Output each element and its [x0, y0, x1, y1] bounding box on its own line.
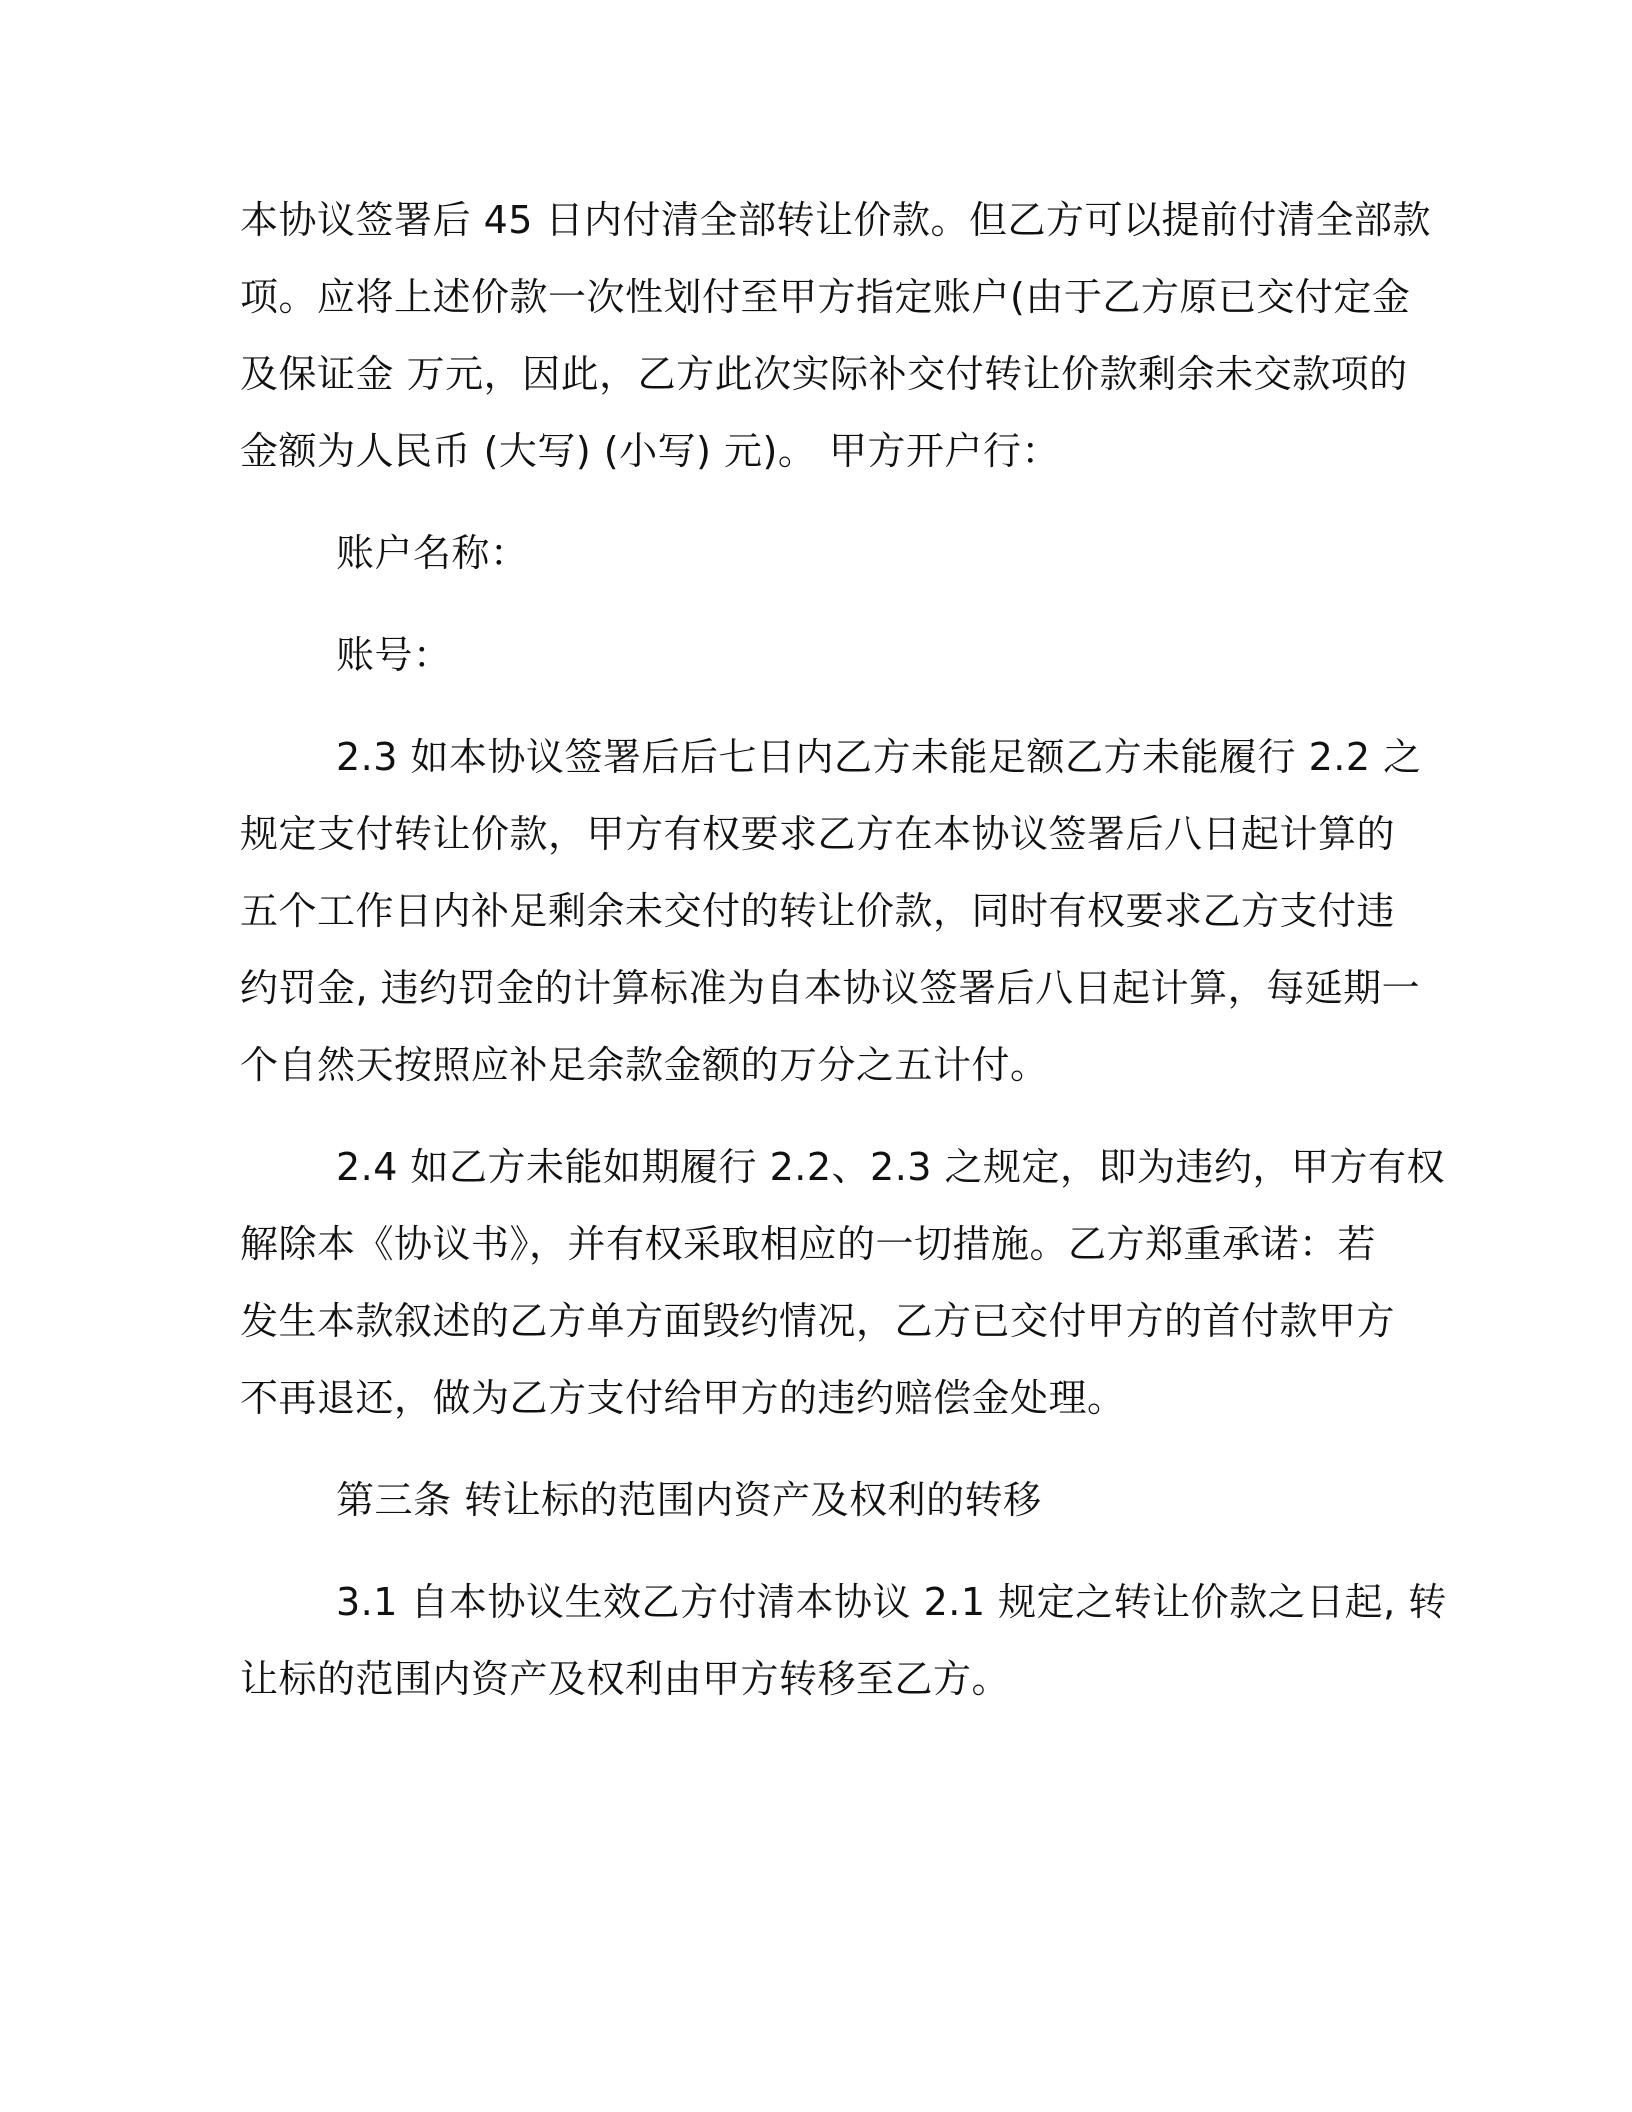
text-line: 规定支付转让价款，甲方有权要求乙方在本协议签署后八日起计算的: [240, 812, 1396, 856]
text-line: 3.1 自本协议生效乙方付清本协议 2.1 规定之转让价款之日起, 转: [336, 1580, 1447, 1624]
text-line: 约罚金, 违约罚金的计算标准为自本协议签署后八日起计算，每延期一: [240, 966, 1421, 1010]
text-line: 及保证金 万元，因此，乙方此次实际补交付转让价款剩余未交款项的: [240, 352, 1408, 396]
account-name-label: 账户名称：: [336, 531, 529, 575]
account-number-label: 账号：: [336, 633, 452, 677]
text-line: 2.3 如本协议签署后后七日内乙方未能足额乙方未能履行 2.2 之: [336, 735, 1422, 779]
section-heading-article-3: [240, 1462, 1390, 1539]
text-line: 本协议签署后 45 日内付清全部转让价款。但乙方可以提前付清全部款: [240, 198, 1432, 242]
text-line: 个自然天按照应补足余款金额的万分之五计付。: [240, 1043, 1049, 1087]
paragraph-clause-3-1: [240, 1564, 1447, 1718]
text-line: 项。应将上述价款一次性划付至甲方指定账户(由于乙方原已交付定金: [240, 275, 1411, 319]
section-heading: 第三条 转让标的范围内资产及权利的转移: [336, 1478, 1042, 1522]
document-body: [240, 182, 1447, 1743]
text-line: 五个工作日内补足剩余未交付的转让价款，同时有权要求乙方支付违: [240, 889, 1396, 933]
paragraph-clause-2-4: [240, 1129, 1446, 1437]
paragraph-account-name: [240, 515, 1390, 592]
paragraph-account-number: [240, 617, 1390, 694]
text-line: 让标的范围内资产及权利由甲方转移至乙方。: [240, 1657, 1011, 1701]
text-line: 解除本《协议书》，并有权采取相应的一切措施。乙方郑重承诺：若: [240, 1222, 1377, 1266]
text-line: 金额为人民币 (大写) (小写) 元)。 甲方开户行：: [240, 429, 1060, 473]
text-line: 2.4 如乙方未能如期履行 2.2、2.3 之规定，即为违约，甲方有权: [336, 1145, 1446, 1189]
text-line: 发生本款叙述的乙方单方面毁约情况，乙方已交付甲方的首付款甲方: [240, 1299, 1396, 1343]
text-line: 不再退还，做为乙方支付给甲方的违约赔偿金处理。: [240, 1376, 1126, 1420]
paragraph-payment-terms: [240, 182, 1432, 490]
paragraph-clause-2-3: [240, 719, 1422, 1104]
